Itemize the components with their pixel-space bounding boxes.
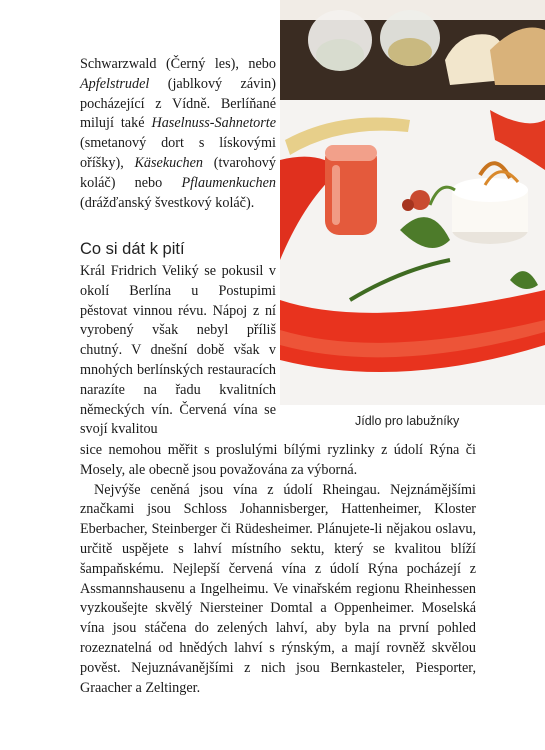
dessert-paragraph (80, 55, 276, 213)
section-heading: Co si dát k pití (80, 240, 185, 258)
dessert-name: Haselnuss-Sahnetorte (151, 115, 276, 132)
dessert-name: Käsekuchen (134, 154, 204, 171)
text-run: (jablkový závin) pocházející z Vídně. Berlíňané milují také (80, 75, 276, 132)
text-run: Schwarzwald (Černý les), nebo (80, 56, 276, 72)
text-run: (drážďanský švestkový koláč). (80, 194, 255, 211)
photo-caption: Jídlo pro labužníky (355, 414, 460, 428)
food-photo (280, 0, 545, 405)
gourmet-dish-illustration (280, 0, 545, 405)
wine-regions-paragraph: Nejvýše ceněná jsou vína z údolí Rheingau. Nejznámějšími značkami jsou Schloss Johannisberger, Hattenheimer, Kloster Eberbacher, Steinberger či Rüdesheimer. Plánujete-li nějakou oslavu, určitě uspějete s lahví místního sektu, který se kvalitou blíží šampaňskému. Nejlepší červená vína z údolí Rýna pocházejí z Assmannshausenu a Ingelheimu. Ve vinařském regionu Rheinhessen vyzkoušejte skvělý Niersteiner Domtal a Oppenheimer. Moselská vína jsou stáčena do zelených lahví, aby byla na první pohled rozeznatelná od hnědých lahví s rýnským, a mají rovněž skvělou pověst. Nejuznávanějšími z nich jsou Bernkasteler, Piesporter, Graacher a Zeltinger. (80, 481, 476, 696)
text-run: (smetanový dort s lískovými oříšky), (80, 135, 276, 171)
text-run: (tvarohový koláč) nebo (80, 154, 276, 191)
drinks-column-text: Král Fridrich Veliký se pokusil v okolí Berlína u Postupimi pěstovat vinnou révu. Nápoj z ní vyrobený však nebyl příliš chutný. V dnešní době však v mnohých berlínských restauracích narazíte na řadu kvalitních německých vín. Červená vína se svojí kvalitou (80, 263, 276, 438)
drinks-body (80, 441, 476, 698)
continuation-paragraph: sice nemohou měřit s proslulými bílými ryzlinky z údolí Rýna či Mosely, ale obecně jsou považována za výborná. (80, 442, 476, 478)
dessert-name: Pflaumenkuchen (181, 174, 276, 191)
dessert-name: Apfelstrudel (80, 75, 150, 92)
